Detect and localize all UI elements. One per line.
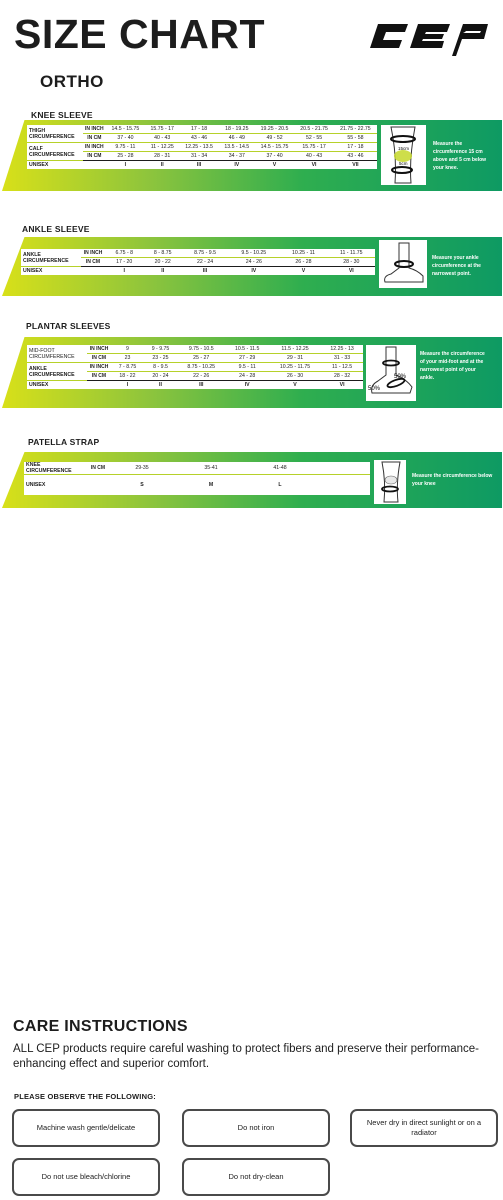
table-row bbox=[24, 462, 370, 475]
table-cell: 12.25 - 13 bbox=[321, 345, 363, 354]
ankle-sleeve-title: ANKLE SLEEVE bbox=[22, 224, 90, 234]
table-cell: 11 - 12.5 bbox=[321, 363, 363, 372]
table-row bbox=[27, 143, 377, 152]
table-cell: 9.75 - 11 bbox=[106, 143, 146, 152]
table-cell: 13.5 - 14.5 bbox=[219, 143, 255, 152]
table-cell: 20 - 22 bbox=[154, 259, 171, 265]
table-row bbox=[27, 125, 377, 134]
size-cell: VII bbox=[334, 161, 377, 170]
size-cell: I bbox=[106, 161, 146, 170]
row-label: KNEE CIRCUMFERENCE bbox=[24, 462, 86, 475]
table-cell: 31 - 33 bbox=[321, 354, 363, 363]
table-cell: 20.5 - 21.75 bbox=[294, 125, 334, 134]
knee-sleeve-note: Measure the circumference 15 cm above and 5 cm below your knee. bbox=[433, 141, 487, 171]
patella-strap-table bbox=[24, 462, 370, 495]
size-cell: II bbox=[144, 381, 177, 390]
table-cell: 20 - 24 bbox=[152, 373, 169, 379]
ankle-illustration bbox=[379, 240, 427, 288]
table-cell: 22 - 24 bbox=[196, 259, 214, 265]
table-row bbox=[21, 267, 375, 276]
table-cell: 9.5 - 11 bbox=[225, 363, 268, 372]
table-cell: 8 - 9.5 bbox=[144, 363, 177, 372]
table-row bbox=[27, 161, 377, 170]
table-cell: 21.75 - 22.75 bbox=[334, 125, 377, 134]
knee-sleeve-title: KNEE SLEEVE bbox=[31, 110, 93, 120]
table-cell: 43 - 46 bbox=[347, 153, 364, 159]
page-title: SIZE CHART bbox=[14, 11, 265, 57]
row-label: ANKLE CIRCUMFERENCE bbox=[27, 363, 87, 381]
size-cell: VI bbox=[321, 381, 363, 390]
table-cell: 28 - 30 bbox=[343, 259, 360, 265]
unit-label: IN CM bbox=[85, 258, 101, 265]
size-cell: II bbox=[145, 161, 179, 170]
table-row bbox=[27, 363, 363, 372]
plantar-measure-icon bbox=[366, 345, 416, 401]
size-cell: IV bbox=[225, 381, 268, 390]
table-cell: 55 - 58 bbox=[334, 134, 377, 143]
table-cell: 9 bbox=[111, 345, 144, 354]
unit-label: IN INCH bbox=[87, 345, 111, 354]
table-cell: 11.5 - 12.25 bbox=[269, 345, 321, 354]
table-cell: 17 - 18 bbox=[334, 143, 377, 152]
care-text: ALL CEP products require careful washing to protect fibers and preserve their performance-enhancing effect and superior comfort. bbox=[13, 1043, 479, 1070]
table-cell: 10.5 - 11.5 bbox=[225, 345, 268, 354]
care-item-machine-wash: Machine wash gentle/delicate bbox=[12, 1109, 160, 1147]
table-cell: 37 - 40 bbox=[266, 153, 283, 159]
ankle-sleeve-note: Measure your ankle circumference at the narrowest point. bbox=[432, 255, 481, 277]
table-cell: 31 - 34 bbox=[190, 153, 208, 159]
care-item-no-sun-dry: Never dry in direct sunlight or on a radiator bbox=[350, 1109, 498, 1147]
row-label: ANKLE CIRCUMFERENCE bbox=[21, 249, 81, 267]
table-cell: 26 - 28 bbox=[295, 259, 312, 265]
size-cell: III bbox=[179, 161, 219, 170]
table-cell: 52 - 55 bbox=[294, 134, 334, 143]
unit-label: IN CM bbox=[87, 354, 111, 363]
unit-label: IN INCH bbox=[85, 125, 104, 132]
table-cell: 8.75 - 9.5 bbox=[182, 249, 228, 258]
unisex-label: UNISEX bbox=[27, 161, 106, 170]
table-cell: 24 - 26 bbox=[245, 259, 262, 265]
table-row bbox=[27, 345, 363, 354]
table-cell: 41-48 bbox=[248, 462, 312, 475]
unit-label: IN INCH bbox=[85, 143, 104, 150]
size-cell: VI bbox=[294, 161, 334, 170]
table-cell: 15.75 - 17 bbox=[294, 143, 334, 152]
unit-label: IN CM bbox=[87, 152, 102, 159]
table-cell: 23 bbox=[111, 354, 144, 363]
knee-lower-label: 5cm bbox=[399, 161, 408, 166]
size-cell: VI bbox=[328, 267, 375, 276]
table-row bbox=[21, 249, 375, 258]
size-cell: S bbox=[110, 475, 174, 496]
table-cell: 49 - 52 bbox=[255, 134, 295, 143]
size-cell: V bbox=[279, 267, 327, 276]
table-cell: 25 - 28 bbox=[117, 153, 134, 159]
table-cell: 6.75 - 8 bbox=[105, 249, 143, 258]
table-cell: 46 - 49 bbox=[219, 134, 255, 143]
table-cell: 19.25 - 20.5 bbox=[255, 125, 295, 134]
plantar-sleeves-note: Measure the circumference of your mid-foot and at the narrowest point of your ankle. bbox=[420, 351, 485, 381]
care-title: CARE INSTRUCTIONS bbox=[13, 1018, 188, 1035]
size-cell: II bbox=[143, 267, 181, 276]
row-label: CALF CIRCUMFERENCE bbox=[27, 143, 83, 161]
size-cell: IV bbox=[219, 161, 255, 170]
table-cell: 9.5 - 10.25 bbox=[228, 249, 279, 258]
patella-strap-note: Measure the circumference below your knee bbox=[412, 473, 493, 487]
table-cell: 11 - 11.75 bbox=[328, 249, 375, 258]
table-cell: 9 - 9.75 bbox=[144, 345, 177, 354]
table-cell: 8.75 - 10.25 bbox=[177, 363, 225, 372]
table-row bbox=[24, 475, 370, 496]
table-row bbox=[27, 381, 363, 390]
knee-sleeve-table bbox=[27, 125, 377, 169]
table-cell: 14.5 - 15.75 bbox=[106, 125, 146, 134]
table-cell: 34 - 37 bbox=[228, 153, 245, 159]
size-cell: M bbox=[174, 475, 248, 496]
patella-illustration bbox=[374, 460, 406, 504]
table-cell: 23 - 25 bbox=[144, 354, 177, 363]
ankle-sleeve-table bbox=[21, 249, 375, 275]
cep-logo bbox=[364, 12, 492, 56]
table-cell: 27 - 29 bbox=[225, 354, 268, 363]
plantar-right-label: 50% bbox=[394, 374, 407, 380]
product-line-title: ORTHO bbox=[40, 72, 104, 91]
unisex-label: UNISEX bbox=[24, 475, 110, 496]
knee-upper-label: 15cm bbox=[398, 146, 410, 151]
plantar-illustration bbox=[366, 345, 416, 401]
table-cell: 10.25 - 11.75 bbox=[269, 363, 321, 372]
plantar-sleeves-table bbox=[27, 345, 363, 389]
table-cell: 29-35 bbox=[110, 462, 174, 475]
table-cell: 28 - 32 bbox=[333, 373, 351, 379]
row-label: MID-FOOT CIRCUMFERENCE bbox=[27, 345, 87, 363]
table-cell: 18 - 22 bbox=[119, 373, 136, 379]
table-cell: 24 - 28 bbox=[239, 373, 256, 379]
unisex-label: UNISEX bbox=[27, 381, 111, 390]
unit-label: IN INCH bbox=[87, 363, 111, 372]
care-item-no-bleach: Do not use bleach/chlorine bbox=[12, 1158, 160, 1196]
table-cell: 18 - 19.25 bbox=[219, 125, 255, 134]
patella-measure-icon bbox=[374, 460, 406, 504]
row-label: THIGH CIRCUMFERENCE bbox=[27, 125, 83, 143]
size-cell: I bbox=[111, 381, 144, 390]
table-cell: 17 - 18 bbox=[179, 125, 219, 134]
size-cell: L bbox=[248, 475, 312, 496]
size-cell: IV bbox=[228, 267, 279, 276]
table-cell: 11 - 12.25 bbox=[145, 143, 179, 152]
table-cell: 28 - 31 bbox=[154, 153, 171, 159]
table-cell: 14.5 - 15.75 bbox=[255, 143, 295, 152]
table-cell: 40 - 43 bbox=[145, 134, 179, 143]
table-cell: 40 - 43 bbox=[305, 153, 323, 159]
table-cell: 8 - 8.75 bbox=[143, 249, 181, 258]
patella-strap-title: PATELLA STRAP bbox=[28, 437, 100, 447]
size-cell: V bbox=[269, 381, 321, 390]
table-cell: 26 - 30 bbox=[286, 373, 304, 379]
foot-measure-icon bbox=[379, 240, 427, 288]
table-cell: 17 - 20 bbox=[116, 259, 133, 265]
care-item-no-dry-clean: Do not dry-clean bbox=[182, 1158, 330, 1196]
table-cell: 10.25 - 11 bbox=[279, 249, 327, 258]
care-item-no-iron: Do not iron bbox=[182, 1109, 330, 1147]
knee-measure-icon bbox=[381, 125, 426, 185]
table-cell: 35-41 bbox=[174, 462, 248, 475]
table-cell: 37 - 40 bbox=[106, 134, 146, 143]
plantar-sleeves-title: PLANTAR SLEEVES bbox=[26, 321, 111, 331]
table-cell: 43 - 46 bbox=[179, 134, 219, 143]
table-cell: 29 - 31 bbox=[269, 354, 321, 363]
size-cell: V bbox=[255, 161, 295, 170]
plantar-left-label: 50% bbox=[368, 386, 381, 392]
table-cell: 25 - 27 bbox=[177, 354, 225, 363]
size-cell: III bbox=[182, 267, 228, 276]
observe-label: PLEASE OBSERVE THE FOLLOWING: bbox=[14, 1092, 156, 1101]
table-cell: 12.25 - 13.5 bbox=[179, 143, 219, 152]
table-cell: 9.75 - 10.5 bbox=[177, 345, 225, 354]
table-cell: 7 - 8.75 bbox=[111, 363, 144, 372]
unit-label: IN INCH bbox=[81, 249, 105, 258]
size-cell: I bbox=[105, 267, 143, 276]
knee-illustration bbox=[381, 125, 426, 185]
unit-label: IN CM bbox=[91, 372, 107, 379]
table-cell: 22 - 26 bbox=[193, 373, 210, 379]
table-cell: 15.75 - 17 bbox=[145, 125, 179, 134]
size-cell: III bbox=[177, 381, 225, 390]
unisex-label: UNISEX bbox=[21, 267, 105, 276]
unit-label: IN CM bbox=[83, 134, 106, 143]
unit-label: IN CM bbox=[86, 462, 110, 475]
